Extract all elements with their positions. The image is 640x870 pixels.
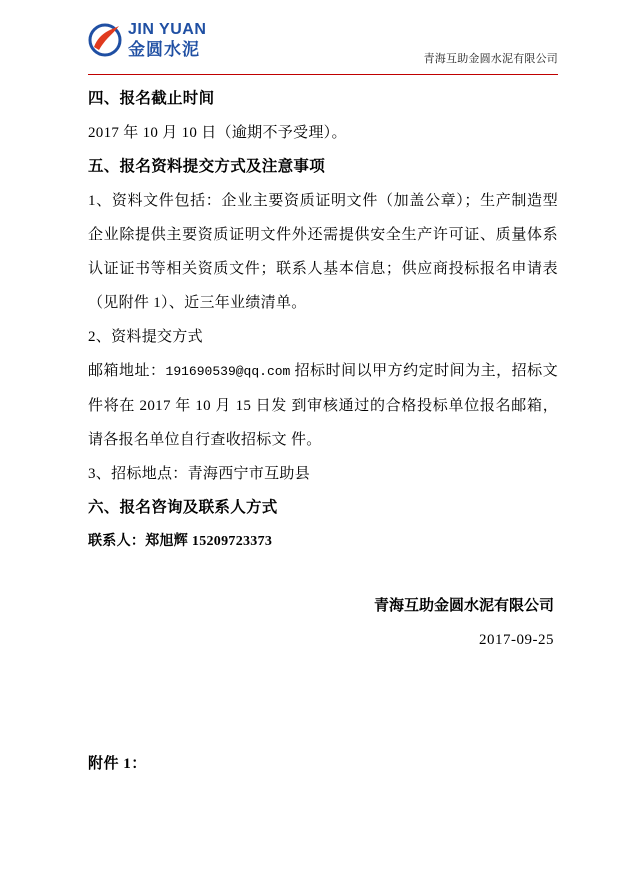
section-6-title: 六、报名咨询及联系人方式 — [88, 499, 278, 516]
section-5-title: 五、报名资料提交方式及注意事项 — [88, 158, 326, 175]
header-divider — [88, 74, 558, 75]
logo-swoosh-icon — [88, 23, 122, 57]
contact-person-line: 联系人：郑旭辉 15209723373 — [88, 534, 273, 549]
signature-block — [88, 589, 558, 657]
email-label: 邮箱地址： — [88, 363, 166, 379]
signature-date: 2017-09-25 — [479, 632, 554, 648]
section-4-deadline: 2017 年 10 月 10 日（逾期不予受理）。 — [88, 125, 347, 141]
section-5-item-3: 3、招标地点：青海西宁市互助县 — [88, 466, 311, 482]
logo-text-cn: 金圆水泥 — [128, 40, 200, 59]
section-5-item-1: 1、资料文件包括：企业主要资质证明文件（加盖公章）；生产制造型企业除提供主要资质证明文件外还需提供安全生产许可证、质量体系认证证书等相关资质文件；联系人基本信息；供应商投标报名申请表（见附件 1）、近三年业绩清单。 — [88, 193, 558, 311]
company-logo — [88, 22, 206, 58]
section-5-item-2-title: 2、资料提交方式 — [88, 329, 203, 345]
attachment-label: 附件 1： — [88, 756, 147, 772]
logo-text-en: JIN YUAN — [128, 21, 207, 38]
document-body — [88, 82, 558, 657]
section-5-item-2-body — [88, 354, 558, 457]
contact-email: 191690539@qq.com — [165, 364, 291, 379]
document-header — [88, 22, 558, 74]
signature-company: 青海互助金圆水泥有限公司 — [373, 598, 554, 614]
bid-schedule-text: 招标时间以甲方约定时间为主，招标文件将在 2017 年 10 月 15 日发 到审核通过的合格投标单位报名邮箱，请各报名单位自行查收招标文 件。 — [88, 363, 558, 448]
header-company-name: 青海互助金圆水泥有限公司 — [423, 53, 558, 65]
logo-wordmark — [128, 22, 206, 58]
section-4-title: 四、报名截止时间 — [88, 90, 215, 107]
